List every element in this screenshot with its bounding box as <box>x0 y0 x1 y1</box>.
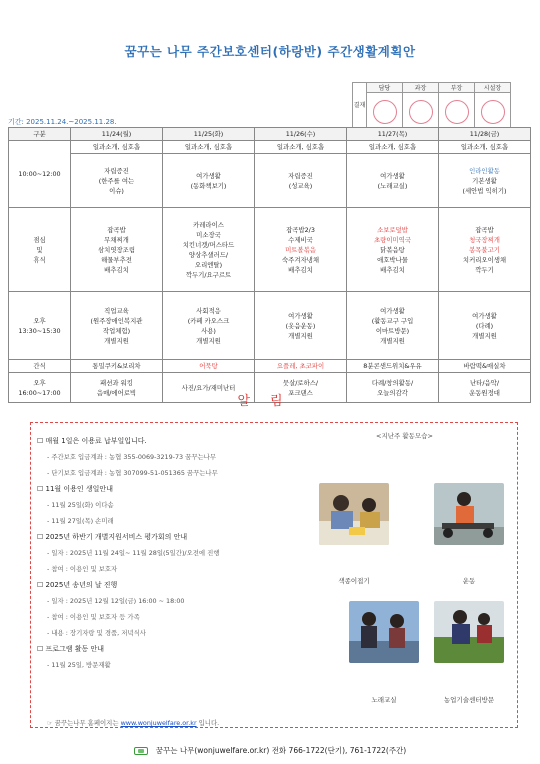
schedule-cell-line: 오늘의감각 <box>377 388 408 397</box>
row-label-line: 휴식 <box>33 255 46 264</box>
footer <box>0 745 540 756</box>
schedule-cell-line: 인라인활동 <box>469 166 500 175</box>
schedule-cell-line: 운동원정대 <box>469 388 500 397</box>
schedule-cell-line: 뭇살/로하스/ <box>282 378 319 387</box>
photos-caption: <지난주 활동모습> <box>376 432 433 440</box>
approval-role: 담당 <box>367 83 403 93</box>
schedule-cell <box>71 154 163 208</box>
schedule-cell-line: 애호박나물 <box>377 255 408 264</box>
schedule-cell-line: 닭볶음탕 <box>380 245 405 254</box>
signature-slot <box>367 93 403 129</box>
activity-photo-origami <box>319 483 389 545</box>
schedule-cell-line: 개별지원 <box>380 336 405 345</box>
schedule-cell-line: 배추김치 <box>288 265 313 274</box>
notice-detail: - 11월 25일, 방문재활 <box>47 661 111 669</box>
stamp-icon <box>481 100 505 124</box>
schedule-cell-line: 오리엔탈) <box>194 260 223 269</box>
schedule-cell-line: 초량이미역국 <box>373 235 412 244</box>
notice-detail: - 참여 : 이용인 및 보호자 <box>47 565 118 573</box>
page-title: 꿈꾸는 나무 주간보호센터(하랑반) 주간생활계획안 <box>124 44 416 59</box>
schedule-cell-line: 잡곡밥 <box>107 225 126 234</box>
schedule-cell <box>163 154 255 208</box>
schedule-cell-line: (노래교실) <box>377 181 408 190</box>
notice-detail: - 11월 25일(화) 이다솜 <box>47 501 114 509</box>
stamp-icon <box>445 100 469 124</box>
schedule-cell-line: 깍두기/요구르트 <box>185 270 232 279</box>
stamp-icon <box>373 100 397 124</box>
schedule-cell-line: 어묵탕 <box>199 362 218 370</box>
schedule-period: 기간: 2025.11.24.~2025.11.28. <box>8 118 117 126</box>
schedule-cell-line: 치커리오이생채 <box>462 255 507 264</box>
signature-slot <box>439 93 475 129</box>
schedule-cell-line: 여가생활 <box>472 311 497 320</box>
notice-box <box>30 422 518 728</box>
schedule-row-afternoon <box>9 292 531 360</box>
notice-detail: - 일자 : 2025년 11월 24일~ 11월 28일(5일간)/오전에 진행 <box>47 549 220 557</box>
schedule-cell <box>439 208 531 292</box>
schedule-cell-line: 봉목불고기 <box>469 245 500 254</box>
schedule-cell-line: (활동교구 구입 <box>371 316 414 325</box>
schedule-cell-line: (옷음운동) <box>285 321 316 330</box>
schedule-cell-line: 소보로덮밥 <box>377 225 408 234</box>
notice-detail: - 11월 27일(목) 손미래 <box>47 517 114 525</box>
intro-row <box>9 141 531 154</box>
signature-slot <box>403 93 439 129</box>
row-label <box>9 292 71 360</box>
schedule-cell-line: 통밀쿠키&보리차 <box>92 362 141 370</box>
schedule-cell-line: 포크댄스 <box>288 388 313 397</box>
schedule-cell <box>71 360 163 373</box>
schedule-cell <box>255 208 347 292</box>
schedule-cell-line: 카레라이스 <box>193 220 224 229</box>
approval-role: 부장 <box>439 83 475 93</box>
schedule-cell-line: 삼치엿장조림 <box>97 245 136 254</box>
schedule-cell-line: 다례/창의활동/ <box>371 378 414 387</box>
schedule-cell-line: 무채찌개 <box>104 235 129 244</box>
logo-icon <box>134 747 148 755</box>
intro-cell: 일과소개, 심호흡 <box>439 141 531 154</box>
notice-item: ☐ 2025년 송년의 날 진행 <box>37 581 118 589</box>
schedule-cell-line: 요플레, 초코파이 <box>276 362 325 370</box>
intro-cell: 일과소개, 심호흡 <box>71 141 163 154</box>
schedule-cell <box>439 154 531 208</box>
row-label <box>9 141 71 208</box>
approval-box <box>352 82 511 129</box>
schedule-cell-line: 치킨너겟/머스타드 <box>182 240 235 249</box>
homepage-suffix: 입니다. <box>198 719 220 727</box>
weekly-schedule-table <box>8 127 531 403</box>
day-header: 11/26(수) <box>255 128 347 141</box>
schedule-cell-line: 잡곡밥2/3 <box>286 225 315 234</box>
intro-cell: 일과소개, 심호흡 <box>255 141 347 154</box>
schedule-cell-line: 여가생활 <box>380 171 405 180</box>
notice-heading: 알림 <box>237 394 303 409</box>
homepage-line <box>37 718 219 729</box>
schedule-cell-line: 직업교육 <box>104 306 129 315</box>
schedule-cell-line: 사진/요가/재미난터 <box>181 383 236 392</box>
photo-caption: 색종이접기 <box>338 577 370 585</box>
activity-photo-agri-center <box>434 601 504 663</box>
schedule-cell <box>347 292 439 360</box>
day-header: 11/27(목) <box>347 128 439 141</box>
schedule-cell-line: (성교육) <box>288 181 313 190</box>
schedule-cell-line: 미소장국 <box>196 230 221 239</box>
approval-role: 시설장 <box>475 83 511 93</box>
schedule-row-lunch <box>9 208 531 292</box>
schedule-cell-line: 여가생활 <box>288 311 313 320</box>
activity-photo-exercise <box>434 483 504 545</box>
intro-cell: 일과소개, 심호흡 <box>163 141 255 154</box>
row-label <box>9 360 71 373</box>
schedule-cell-line: 배추김치 <box>104 265 129 274</box>
notice-detail: - 일자 : 2025년 12월 12일(금) 16:00 ~ 18:00 <box>47 597 185 605</box>
schedule-corner: 구분 <box>9 128 71 141</box>
schedule-cell-line: 청국장찌개 <box>469 235 500 244</box>
schedule-cell-line: 개별지원 <box>472 331 497 340</box>
approval-role: 과장 <box>403 83 439 93</box>
schedule-cell-line: 개별지원 <box>288 331 313 340</box>
schedule-cell-line: (카페 카오스크 <box>187 316 230 325</box>
activity-photo-singing <box>349 601 419 663</box>
schedule-cell-line: (동화책보기) <box>190 181 227 190</box>
row-label-line: 10:00~12:00 <box>18 170 61 178</box>
row-label-line: 16:00~17:00 <box>18 388 61 397</box>
schedule-cell-line: 이마트방문) <box>375 326 410 335</box>
intro-cell: 일과소개, 심호흡 <box>347 141 439 154</box>
schedule-cell-line: (한주를 여는 <box>98 176 135 185</box>
schedule-cell-line: (원주장애인복지관 <box>90 316 143 325</box>
row-label-line: 13:30~15:30 <box>18 326 61 335</box>
schedule-cell-line: 8분콘샌드위치&우유 <box>363 362 422 370</box>
day-header: 11/28(금) <box>439 128 531 141</box>
schedule-cell-line: 개별지원 <box>196 336 221 345</box>
footer-text: 꿈꾸는 나무(wonjuwelfare.or.kr) 전화 766-1722(단기), 761-1722(주간) <box>155 746 407 755</box>
schedule-cell-line: 난타/음악/ <box>470 378 499 387</box>
schedule-cell-line: 개별지원 <box>104 336 129 345</box>
schedule-cell-line: 배추김치 <box>380 265 405 274</box>
homepage-link[interactable]: www.wonjuwelfare.or.kr <box>120 719 197 727</box>
schedule-cell-line: 사회적응 <box>196 306 221 315</box>
day-header: 11/24(월) <box>71 128 163 141</box>
schedule-cell-line: 해물부추전 <box>101 255 132 264</box>
notice-list <box>37 431 322 671</box>
row-label <box>9 208 71 292</box>
schedule-cell-line: 사용) <box>201 326 216 335</box>
homepage-prefix: ☞ 꿈꾸는나무 홈페이지는 <box>47 719 119 727</box>
notice-item: ☐ 매월 1일은 이용료 납부일입니다. <box>37 437 147 445</box>
schedule-cell <box>347 154 439 208</box>
notice-detail: - 단기보호 입금계좌 : 농협 307099-51-051365 꿈꾸는나무 <box>47 469 218 477</box>
schedule-cell-line: 이슈) <box>109 186 124 195</box>
notice-detail: - 참여 : 이용인 및 보호자 등 가족 <box>47 613 140 621</box>
schedule-cell-line: 자립증진 <box>104 166 129 175</box>
notice-item: ☐ 2025년 하반기 개별지원서비스 평가회의 안내 <box>37 533 188 541</box>
row-label-line: 및 <box>36 245 43 254</box>
stamp-icon <box>409 100 433 124</box>
schedule-cell <box>439 292 531 360</box>
schedule-cell-line: 작업체험) <box>102 326 131 335</box>
schedule-cell-line: 여가생활 <box>196 171 221 180</box>
schedule-cell <box>347 208 439 292</box>
schedule-cell-line: 미트볼볶음 <box>285 245 316 254</box>
row-label-line: 오후 <box>33 316 46 325</box>
photo-caption: 노래교실 <box>371 696 397 704</box>
schedule-cell-line: 음매/에어로빅 <box>96 388 137 397</box>
schedule-cell-line: 양상추샐러드/ <box>188 250 229 259</box>
photo-caption: 농업기술센터방문 <box>443 696 495 704</box>
notice-detail: - 내용 : 장기자랑 및 경품, 저녁식사 <box>47 629 146 637</box>
schedule-cell-line: 자립증진 <box>288 171 313 180</box>
schedule-cell-line: 패션과 워킹 <box>100 378 133 387</box>
row-label-line: 오후 <box>33 378 46 387</box>
row-label-line: 간식 <box>33 362 46 370</box>
photo-caption: 운동 <box>462 577 476 585</box>
notice-detail: - 주간보호 입금계좌 : 농협 355-0069-3219-73 꿈꾸는나무 <box>47 453 217 461</box>
schedule-cell-line: (다례) <box>475 321 494 330</box>
schedule-cell-line: 여가생활 <box>380 306 405 315</box>
schedule-cell <box>163 360 255 373</box>
schedule-cell <box>439 360 531 373</box>
schedule-cell <box>255 292 347 360</box>
schedule-cell-line: 바람떡&매실차 <box>463 362 506 370</box>
schedule-cell <box>163 292 255 360</box>
schedule-cell-line: 수제비국 <box>288 235 313 244</box>
schedule-cell-line: (세안법 익히기) <box>462 186 507 195</box>
schedule-header-row <box>9 128 531 141</box>
schedule-cell-line: 깍두기 <box>475 265 494 274</box>
signature-slot <box>475 93 511 129</box>
schedule-row-snack <box>9 360 531 373</box>
schedule-row-morning <box>9 154 531 208</box>
schedule-cell-line: 잡곡밥 <box>475 225 494 234</box>
schedule-cell <box>71 208 163 292</box>
schedule-cell-line: 숙주겨자냉채 <box>281 255 320 264</box>
schedule-cell <box>347 360 439 373</box>
schedule-cell <box>255 360 347 373</box>
schedule-cell-line: 기본생활 <box>472 176 497 185</box>
approval-label <box>353 83 367 129</box>
schedule-cell <box>71 292 163 360</box>
row-label-line: 점심 <box>33 235 46 244</box>
schedule-cell <box>163 208 255 292</box>
notice-item: ☐ 11월 이용인 생일안내 <box>37 485 113 493</box>
notice-item: ☐ 프로그램 활동 안내 <box>37 645 105 653</box>
approval-label-text: 결재 <box>353 101 366 109</box>
schedule-cell <box>255 154 347 208</box>
day-header: 11/25(화) <box>163 128 255 141</box>
